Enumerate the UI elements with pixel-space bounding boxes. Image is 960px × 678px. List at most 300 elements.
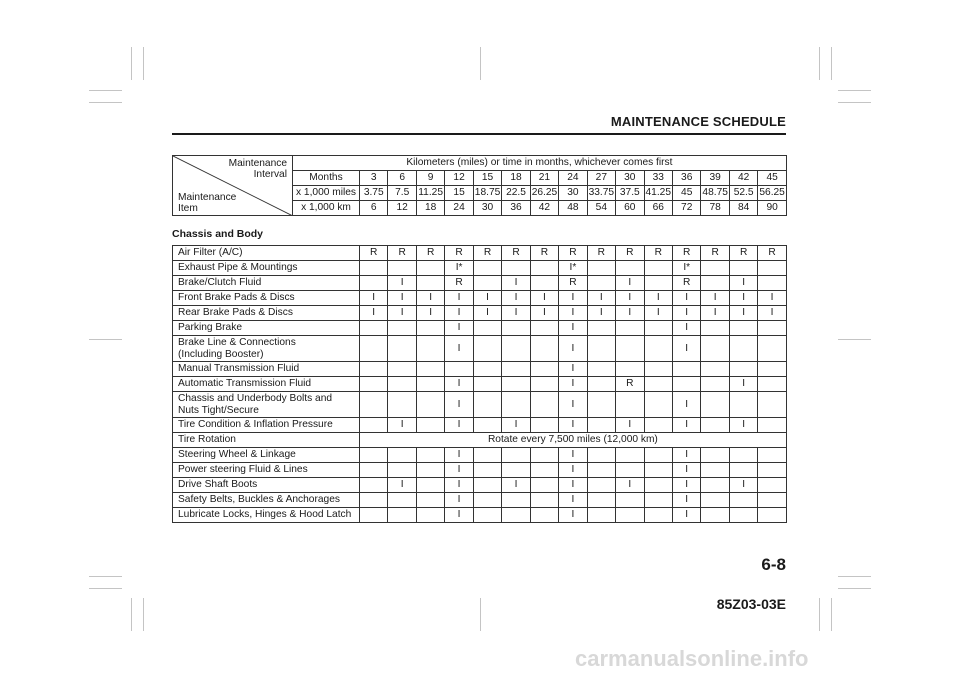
schedule-cell bbox=[502, 463, 530, 478]
schedule-cell bbox=[644, 336, 672, 362]
interval-value: 12 bbox=[388, 201, 416, 216]
schedule-cell: I* bbox=[672, 261, 700, 276]
interval-value: 18 bbox=[502, 171, 530, 186]
interval-value: 12 bbox=[445, 171, 473, 186]
interval-header-row bbox=[173, 156, 787, 171]
schedule-cell: R bbox=[388, 246, 416, 261]
schedule-cell: R bbox=[445, 276, 473, 291]
interval-value: 36 bbox=[502, 201, 530, 216]
schedule-cell: R bbox=[729, 246, 757, 261]
schedule-cell bbox=[644, 508, 672, 523]
interval-value: 45 bbox=[672, 186, 700, 201]
schedule-cell bbox=[416, 377, 444, 392]
schedule-cell bbox=[502, 336, 530, 362]
schedule-cell bbox=[388, 508, 416, 523]
table-row bbox=[173, 433, 787, 448]
schedule-cell bbox=[360, 261, 388, 276]
schedule-cell: I bbox=[672, 306, 700, 321]
schedule-cell bbox=[530, 418, 558, 433]
schedule-cell bbox=[729, 321, 757, 336]
crop-mark bbox=[838, 576, 871, 577]
schedule-cell: I bbox=[445, 493, 473, 508]
schedule-cell: I bbox=[445, 392, 473, 418]
schedule-cell: I bbox=[729, 418, 757, 433]
schedule-cell: R bbox=[587, 246, 615, 261]
crop-mark bbox=[89, 588, 122, 589]
schedule-cell: I bbox=[672, 493, 700, 508]
maintenance-item: Parking Brake bbox=[173, 321, 360, 336]
schedule-cell bbox=[587, 463, 615, 478]
schedule-cell bbox=[729, 261, 757, 276]
schedule-cell bbox=[416, 478, 444, 493]
watermark: carmanualsonline.info bbox=[575, 646, 809, 671]
crop-mark bbox=[89, 90, 122, 91]
schedule-cell: R bbox=[445, 246, 473, 261]
schedule-cell bbox=[616, 508, 644, 523]
schedule-cell: I bbox=[644, 291, 672, 306]
schedule-cell: I bbox=[672, 291, 700, 306]
schedule-cell: I bbox=[445, 306, 473, 321]
schedule-cell: I bbox=[616, 276, 644, 291]
maintenance-item: Brake/Clutch Fluid bbox=[173, 276, 360, 291]
schedule-cell bbox=[360, 493, 388, 508]
crop-mark bbox=[819, 47, 820, 80]
schedule-cell bbox=[388, 362, 416, 377]
crop-mark bbox=[143, 47, 144, 80]
schedule-cell: I* bbox=[559, 261, 587, 276]
schedule-cell bbox=[587, 508, 615, 523]
header-corner-cell bbox=[173, 156, 293, 216]
schedule-cell bbox=[530, 261, 558, 276]
interval-value: 56.25 bbox=[758, 186, 787, 201]
interval-value: 41.25 bbox=[644, 186, 672, 201]
schedule-cell: I bbox=[729, 478, 757, 493]
schedule-cell bbox=[758, 508, 786, 523]
schedule-cell bbox=[416, 362, 444, 377]
schedule-cell bbox=[701, 448, 729, 463]
maintenance-item: Automatic Transmission Fluid bbox=[173, 377, 360, 392]
schedule-cell: I bbox=[502, 478, 530, 493]
interval-value: 72 bbox=[672, 201, 700, 216]
schedule-cell bbox=[587, 321, 615, 336]
schedule-cell bbox=[530, 377, 558, 392]
schedule-cell: I bbox=[616, 306, 644, 321]
schedule-cell bbox=[587, 493, 615, 508]
schedule-cell bbox=[758, 418, 786, 433]
schedule-cell bbox=[616, 261, 644, 276]
schedule-cell: I bbox=[530, 291, 558, 306]
table-row bbox=[173, 418, 787, 433]
schedule-cell bbox=[473, 493, 501, 508]
table-row bbox=[173, 463, 787, 478]
schedule-cell bbox=[388, 463, 416, 478]
interval-value: 48.75 bbox=[701, 186, 729, 201]
interval-value: 3.75 bbox=[360, 186, 388, 201]
schedule-cell bbox=[587, 276, 615, 291]
interval-value: 37.5 bbox=[616, 186, 644, 201]
schedule-cell bbox=[729, 508, 757, 523]
schedule-cell bbox=[587, 336, 615, 362]
schedule-cell: R bbox=[559, 276, 587, 291]
schedule-cell bbox=[416, 336, 444, 362]
schedule-cell bbox=[360, 508, 388, 523]
interval-value: 18.75 bbox=[473, 186, 501, 201]
schedule-cell bbox=[587, 478, 615, 493]
interval-row-label: x 1,000 km bbox=[293, 201, 360, 216]
interval-value: 39 bbox=[701, 171, 729, 186]
interval-value: 24 bbox=[559, 171, 587, 186]
schedule-cell: R bbox=[672, 246, 700, 261]
schedule-cell bbox=[502, 493, 530, 508]
schedule-cell bbox=[758, 276, 786, 291]
schedule-cell: I bbox=[559, 321, 587, 336]
schedule-cell: I bbox=[388, 418, 416, 433]
interval-value: 18 bbox=[416, 201, 444, 216]
schedule-cell: I bbox=[672, 321, 700, 336]
schedule-cell: I bbox=[729, 276, 757, 291]
table-row bbox=[173, 448, 787, 463]
schedule-cell: I bbox=[530, 306, 558, 321]
table-row bbox=[173, 362, 787, 377]
schedule-cell bbox=[758, 261, 786, 276]
maintenance-item: Power steering Fluid & Lines bbox=[173, 463, 360, 478]
schedule-cell: I bbox=[644, 306, 672, 321]
schedule-cell bbox=[388, 493, 416, 508]
schedule-cell bbox=[758, 463, 786, 478]
schedule-cell bbox=[473, 276, 501, 291]
table-row bbox=[173, 392, 787, 418]
schedule-cell bbox=[729, 362, 757, 377]
schedule-cell bbox=[701, 493, 729, 508]
schedule-cell: I bbox=[445, 377, 473, 392]
schedule-cell bbox=[587, 362, 615, 377]
crop-mark bbox=[831, 598, 832, 631]
crop-mark bbox=[480, 47, 481, 80]
schedule-cell bbox=[502, 321, 530, 336]
schedule-cell bbox=[758, 493, 786, 508]
maintenance-item: Tire Rotation bbox=[173, 433, 360, 448]
schedule-cell bbox=[701, 478, 729, 493]
schedule-cell: I bbox=[559, 362, 587, 377]
schedule-cell: R bbox=[502, 246, 530, 261]
schedule-cell: I bbox=[587, 291, 615, 306]
schedule-cell bbox=[416, 418, 444, 433]
maintenance-item: Chassis and Underbody Bolts and Nuts Tight/Secure bbox=[173, 392, 360, 418]
schedule-cell: I bbox=[559, 336, 587, 362]
schedule-cell bbox=[672, 377, 700, 392]
interval-value: 6 bbox=[360, 201, 388, 216]
schedule-cell bbox=[701, 463, 729, 478]
schedule-cell: R bbox=[644, 246, 672, 261]
schedule-cell: R bbox=[616, 377, 644, 392]
crop-mark bbox=[838, 339, 871, 340]
table-row bbox=[173, 276, 787, 291]
schedule-cell bbox=[672, 362, 700, 377]
interval-value: 11.25 bbox=[416, 186, 444, 201]
schedule-cell bbox=[587, 392, 615, 418]
schedule-cell: R bbox=[530, 246, 558, 261]
schedule-cell: I bbox=[502, 276, 530, 291]
crop-mark bbox=[838, 588, 871, 589]
schedule-cell bbox=[616, 321, 644, 336]
interval-value: 21 bbox=[530, 171, 558, 186]
schedule-cell bbox=[644, 276, 672, 291]
schedule-cell bbox=[473, 463, 501, 478]
document-code: 85Z03-03E bbox=[716, 596, 786, 612]
schedule-cell bbox=[701, 508, 729, 523]
schedule-cell bbox=[616, 362, 644, 377]
schedule-cell: I bbox=[616, 478, 644, 493]
schedule-cell: I bbox=[559, 478, 587, 493]
crop-mark bbox=[89, 102, 122, 103]
interval-row-label: Months bbox=[293, 171, 360, 186]
schedule-cell bbox=[530, 276, 558, 291]
schedule-cell: I bbox=[559, 418, 587, 433]
table-row bbox=[173, 291, 787, 306]
schedule-cell bbox=[360, 448, 388, 463]
schedule-cell bbox=[416, 392, 444, 418]
schedule-cell bbox=[473, 418, 501, 433]
table-row bbox=[173, 508, 787, 523]
maintenance-item: Steering Wheel & Linkage bbox=[173, 448, 360, 463]
schedule-cell: I bbox=[559, 306, 587, 321]
schedule-cell: I bbox=[672, 392, 700, 418]
section-title: Chassis and Body bbox=[172, 228, 264, 240]
schedule-cell bbox=[587, 261, 615, 276]
interval-value: 30 bbox=[559, 186, 587, 201]
schedule-cell: R bbox=[360, 246, 388, 261]
interval-value: 78 bbox=[701, 201, 729, 216]
schedule-cell bbox=[473, 392, 501, 418]
interval-table bbox=[172, 155, 787, 216]
crop-mark bbox=[831, 47, 832, 80]
interval-value: 42 bbox=[729, 171, 757, 186]
schedule-cell: I bbox=[445, 463, 473, 478]
schedule-cell bbox=[530, 448, 558, 463]
schedule-cell: I bbox=[360, 291, 388, 306]
schedule-cell: I bbox=[388, 276, 416, 291]
schedule-cell: R bbox=[616, 246, 644, 261]
schedule-cell bbox=[616, 493, 644, 508]
schedule-cell: I bbox=[672, 508, 700, 523]
schedule-cell bbox=[758, 362, 786, 377]
schedule-cell: I bbox=[388, 291, 416, 306]
interval-value: 3 bbox=[360, 171, 388, 186]
crop-mark bbox=[89, 576, 122, 577]
schedule-cell bbox=[530, 362, 558, 377]
interval-value: 26.25 bbox=[530, 186, 558, 201]
schedule-cell bbox=[729, 392, 757, 418]
schedule-cell: I bbox=[559, 493, 587, 508]
schedule-cell: I bbox=[559, 508, 587, 523]
maintenance-item: Lubricate Locks, Hinges & Hood Latch bbox=[173, 508, 360, 523]
interval-value: 24 bbox=[445, 201, 473, 216]
schedule-cell bbox=[360, 362, 388, 377]
schedule-cell bbox=[502, 508, 530, 523]
schedule-cell bbox=[360, 377, 388, 392]
schedule-cell bbox=[701, 321, 729, 336]
schedule-cell bbox=[616, 448, 644, 463]
schedule-cell: I bbox=[729, 306, 757, 321]
interval-value: 48 bbox=[559, 201, 587, 216]
schedule-cell bbox=[587, 418, 615, 433]
table-row bbox=[173, 261, 787, 276]
corner-interval-label: Maintenance Interval bbox=[228, 158, 287, 180]
table-row bbox=[173, 321, 787, 336]
maintenance-item: Manual Transmission Fluid bbox=[173, 362, 360, 377]
schedule-cell bbox=[416, 508, 444, 523]
interval-value: 6 bbox=[388, 171, 416, 186]
schedule-cell: I bbox=[559, 377, 587, 392]
schedule-cell: I bbox=[616, 418, 644, 433]
table-row bbox=[173, 493, 787, 508]
schedule-cell bbox=[644, 392, 672, 418]
schedule-cell: I bbox=[672, 463, 700, 478]
interval-value: 15 bbox=[473, 171, 501, 186]
interval-value: 9 bbox=[416, 171, 444, 186]
schedule-cell bbox=[729, 493, 757, 508]
schedule-cell bbox=[587, 377, 615, 392]
schedule-cell bbox=[644, 261, 672, 276]
schedule-cell bbox=[729, 463, 757, 478]
table-row bbox=[173, 336, 787, 362]
schedule-cell: I bbox=[445, 418, 473, 433]
schedule-cell: I bbox=[473, 306, 501, 321]
schedule-cell bbox=[616, 392, 644, 418]
schedule-cell bbox=[644, 377, 672, 392]
schedule-cell: R bbox=[758, 246, 786, 261]
schedule-cell bbox=[616, 463, 644, 478]
schedule-cell bbox=[644, 493, 672, 508]
interval-value: 7.5 bbox=[388, 186, 416, 201]
interval-value: 36 bbox=[672, 171, 700, 186]
schedule-cell bbox=[616, 336, 644, 362]
interval-value: 22.5 bbox=[502, 186, 530, 201]
maintenance-schedule-table bbox=[172, 245, 787, 523]
schedule-cell bbox=[360, 336, 388, 362]
crop-mark bbox=[131, 47, 132, 80]
schedule-cell bbox=[416, 321, 444, 336]
schedule-cell bbox=[701, 418, 729, 433]
schedule-cell bbox=[416, 493, 444, 508]
schedule-cell bbox=[502, 377, 530, 392]
schedule-cell bbox=[360, 392, 388, 418]
schedule-cell: R bbox=[416, 246, 444, 261]
schedule-cell: R bbox=[473, 246, 501, 261]
schedule-cell: I bbox=[416, 291, 444, 306]
schedule-cell bbox=[388, 448, 416, 463]
schedule-cell: I* bbox=[445, 261, 473, 276]
schedule-cell bbox=[701, 362, 729, 377]
schedule-cell bbox=[644, 478, 672, 493]
schedule-cell bbox=[502, 261, 530, 276]
schedule-cell: I bbox=[701, 291, 729, 306]
schedule-cell: I bbox=[729, 377, 757, 392]
schedule-cell bbox=[388, 392, 416, 418]
schedule-cell: I bbox=[445, 321, 473, 336]
page-number: 6-8 bbox=[761, 555, 786, 574]
schedule-cell bbox=[473, 336, 501, 362]
schedule-cell bbox=[530, 463, 558, 478]
schedule-cell bbox=[701, 276, 729, 291]
maintenance-item: Drive Shaft Boots bbox=[173, 478, 360, 493]
schedule-cell bbox=[644, 448, 672, 463]
interval-value: 54 bbox=[587, 201, 615, 216]
table-row bbox=[173, 246, 787, 261]
maintenance-item: Front Brake Pads & Discs bbox=[173, 291, 360, 306]
interval-value: 42 bbox=[530, 201, 558, 216]
schedule-cell bbox=[416, 276, 444, 291]
schedule-cell bbox=[701, 261, 729, 276]
schedule-cell bbox=[644, 362, 672, 377]
crop-mark bbox=[480, 598, 481, 631]
schedule-cell: I bbox=[559, 448, 587, 463]
schedule-cell: I bbox=[502, 418, 530, 433]
schedule-cell bbox=[530, 508, 558, 523]
schedule-cell bbox=[473, 321, 501, 336]
schedule-cell: I bbox=[445, 508, 473, 523]
interval-value: 30 bbox=[616, 171, 644, 186]
schedule-cell bbox=[388, 377, 416, 392]
table-row bbox=[173, 478, 787, 493]
schedule-cell bbox=[530, 321, 558, 336]
schedule-cell: I bbox=[559, 392, 587, 418]
schedule-cell: I bbox=[559, 463, 587, 478]
schedule-cell bbox=[416, 448, 444, 463]
schedule-cell bbox=[416, 261, 444, 276]
schedule-cell: I bbox=[502, 291, 530, 306]
schedule-cell bbox=[644, 321, 672, 336]
rotation-note: Rotate every 7,500 miles (12,000 km) bbox=[360, 433, 787, 448]
table-row bbox=[173, 306, 787, 321]
schedule-cell bbox=[758, 377, 786, 392]
schedule-cell bbox=[758, 448, 786, 463]
schedule-cell bbox=[644, 418, 672, 433]
schedule-cell: I bbox=[559, 291, 587, 306]
interval-row-label: x 1,000 miles bbox=[293, 186, 360, 201]
schedule-cell: I bbox=[502, 306, 530, 321]
schedule-cell bbox=[473, 448, 501, 463]
crop-mark bbox=[838, 90, 871, 91]
schedule-cell bbox=[530, 392, 558, 418]
crop-mark bbox=[89, 339, 122, 340]
crop-mark bbox=[143, 598, 144, 631]
interval-value: 60 bbox=[616, 201, 644, 216]
schedule-cell bbox=[416, 463, 444, 478]
schedule-cell: I bbox=[445, 448, 473, 463]
schedule-cell bbox=[587, 448, 615, 463]
page-header-title: MAINTENANCE SCHEDULE bbox=[610, 114, 786, 129]
header-rule bbox=[172, 133, 786, 135]
schedule-cell bbox=[388, 321, 416, 336]
crop-mark bbox=[131, 598, 132, 631]
schedule-cell bbox=[473, 508, 501, 523]
schedule-cell: I bbox=[388, 478, 416, 493]
maintenance-item: Exhaust Pipe & Mountings bbox=[173, 261, 360, 276]
schedule-cell bbox=[388, 261, 416, 276]
schedule-cell bbox=[473, 261, 501, 276]
schedule-cell: I bbox=[701, 306, 729, 321]
schedule-cell bbox=[701, 377, 729, 392]
schedule-cell bbox=[388, 336, 416, 362]
interval-value: 66 bbox=[644, 201, 672, 216]
maintenance-item: Brake Line & Connections (Including Booster) bbox=[173, 336, 360, 362]
schedule-cell: I bbox=[758, 306, 786, 321]
schedule-cell bbox=[360, 418, 388, 433]
schedule-cell bbox=[701, 392, 729, 418]
interval-value: 33 bbox=[644, 171, 672, 186]
schedule-cell: I bbox=[672, 478, 700, 493]
